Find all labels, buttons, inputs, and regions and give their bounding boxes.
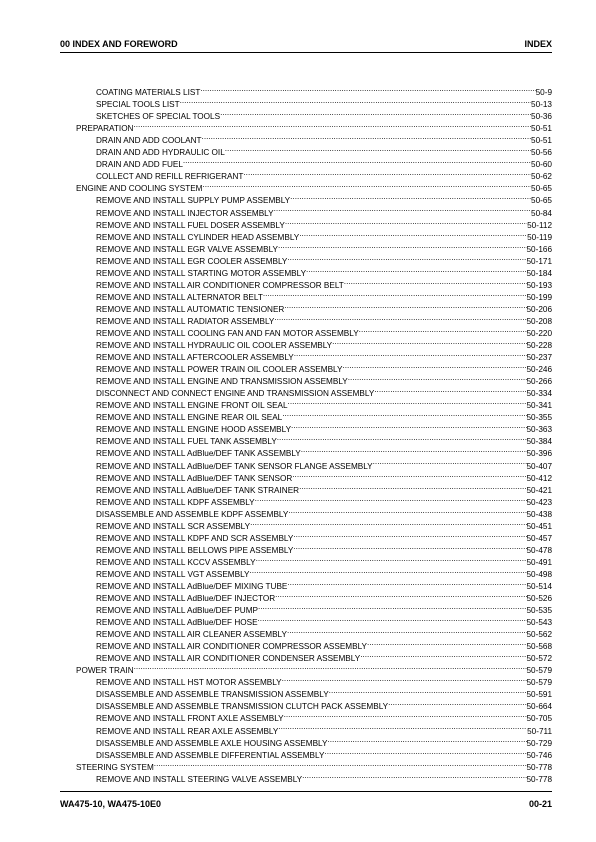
toc-entry-page: 50-457 [527,533,553,541]
toc-entry-page: 50-396 [527,448,553,456]
toc-entry-page: 50-60 [531,159,552,167]
toc-entry-title: DRAIN AND ADD FUEL [96,160,183,168]
toc-entry-page: 50-9 [536,87,552,95]
toc-entry-page: 50-778 [527,774,553,782]
toc-entry-page: 50-237 [527,352,553,360]
dot-leader [263,288,527,300]
dot-leader [288,396,527,408]
dot-leader [282,673,527,685]
toc-entry-title: REMOVE AND INSTALL AdBlue/DEF TANK SENSOR [96,473,293,481]
toc-entry[interactable] [76,336,552,348]
toc-entry[interactable] [76,625,552,637]
toc-entry-title: REMOVE AND INSTALL AIR CONDITIONER CONDENSER ASSEMBLY [96,654,361,662]
toc-entry-title: REMOVE AND INSTALL AUTOMATIC TENSIONER [96,304,285,312]
dot-leader [202,179,531,191]
toc-entry-title: REMOVE AND INSTALL SUPPLY PUMP ASSEMBLY [96,196,291,204]
toc-entry[interactable] [76,505,552,517]
toc-entry[interactable] [76,601,552,613]
toc-entry-title: REMOVE AND INSTALL AFTERCOOLER ASSEMBLY [96,353,294,361]
dot-leader [250,517,526,529]
dot-leader [277,432,527,444]
toc-entry-page: 50-451 [527,521,553,529]
toc-entry-page: 50-119 [527,232,552,240]
toc-entry-page: 50-423 [527,497,553,505]
dot-leader [278,721,527,733]
toc-entry-page: 50-711 [527,726,552,734]
toc-entry-page: 50-228 [527,340,553,348]
toc-entry-page: 50-384 [527,436,553,444]
toc-entry[interactable] [76,697,552,709]
dot-leader [256,553,527,565]
dot-leader [220,107,531,119]
toc-entry-title: PREPARATION [76,124,134,132]
toc-entry[interactable] [76,83,552,95]
toc-entry[interactable] [76,469,552,481]
toc-entry-title: COLLECT AND REFILL REFRIGERANT [96,172,244,180]
toc-entry-title: DISASSEMBLE AND ASSEMBLE TRANSMISSION ASSEMBLY [96,690,329,698]
toc-entry[interactable] [76,372,552,384]
dot-leader [292,469,526,481]
toc-entry-title: SPECIAL TOOLS LIST [96,100,180,108]
toc-entry-page: 50-193 [527,280,553,288]
toc-entry[interactable] [76,770,552,782]
toc-entry[interactable] [76,734,552,746]
toc-entry-page: 50-341 [527,400,553,408]
dot-leader [329,685,527,697]
toc-entry-title: ENGINE AND COOLING SYSTEM [76,184,203,192]
toc-entry[interactable] [76,685,552,697]
toc-entry-page: 50-199 [527,292,553,300]
toc-entry[interactable] [76,288,552,300]
toc-entry-title: REMOVE AND INSTALL KDPF ASSEMBLY [96,497,255,505]
toc-entry-title: COATING MATERIALS LIST [96,88,201,96]
toc-entry[interactable] [76,420,552,432]
toc-entry[interactable] [76,216,552,228]
dot-leader [287,252,526,264]
toc-entry-title: REMOVE AND INSTALL ENGINE HOOD ASSEMBLY [96,425,292,433]
toc-entry[interactable] [76,252,552,264]
toc-entry-title: DISASSEMBLE AND ASSEMBLE TRANSMISSION CLUTCH PACK ASSEMBLY [96,702,389,710]
toc-entry-title: REMOVE AND INSTALL BELLOWS PIPE ASSEMBLY [96,545,294,553]
toc-entry-title: REMOVE AND INSTALL ENGINE FRONT OIL SEAL [96,401,288,409]
toc-entry-title: REMOVE AND INSTALL HYDRAULIC OIL COOLER ASSEMBLY [96,341,333,349]
dot-leader [133,119,531,131]
toc-entry-page: 50-65 [531,183,552,191]
toc-entry-title: DRAIN AND ADD COOLANT [96,136,202,144]
dot-leader [360,649,526,661]
dot-leader [306,264,526,276]
dot-leader [255,493,527,505]
toc-entry[interactable] [76,481,552,493]
toc-entry-title: REMOVE AND INSTALL VGT ASSEMBLY [96,569,250,577]
dot-leader [373,456,527,468]
toc-entry-title: REMOVE AND INSTALL AIR CLEANER ASSEMBLY [96,630,287,638]
toc-entry-page: 50-36 [531,111,552,119]
toc-entry-page: 50-407 [527,461,553,469]
toc-entry-title: REMOVE AND INSTALL AIR CONDITIONER COMPRESSOR ASSEMBLY [96,642,367,650]
toc-entry-title: REMOVE AND INSTALL ENGINE REAR OIL SEAL [96,413,283,421]
toc-entry-title: REMOVE AND INSTALL AdBlue/DEF INJECTOR [96,594,276,602]
toc-entry-page: 50-705 [527,713,553,721]
footer-page-number: 00-21 [528,799,552,809]
dot-leader [200,83,535,95]
toc-entry-title: DRAIN AND ADD HYDRAULIC OIL [96,148,225,156]
dot-leader [299,481,526,493]
toc-entry[interactable] [76,300,552,312]
toc-entry[interactable] [76,746,552,758]
toc-entry[interactable] [76,637,552,649]
toc-entry-title: REMOVE AND INSTALL KCCV ASSEMBLY [96,557,256,565]
toc-entry-title: SKETCHES OF SPECIAL TOOLS [96,112,221,120]
dot-leader [293,541,526,553]
dot-leader [180,95,531,107]
toc-entry-page: 50-579 [527,665,553,673]
table-of-contents [76,83,552,782]
toc-entry[interactable] [76,613,552,625]
toc-entry-title: REMOVE AND INSTALL AdBlue/DEF PUMP [96,606,258,614]
toc-entry-title: REMOVE AND INSTALL FRONT AXLE ASSEMBLY [96,714,284,722]
toc-entry-page: 50-220 [527,328,553,336]
toc-entry-page: 50-568 [527,641,553,649]
toc-entry[interactable] [76,107,552,119]
toc-entry-title: REMOVE AND INSTALL KDPF AND SCR ASSEMBLY [96,533,294,541]
toc-entry[interactable] [76,360,552,372]
toc-entry-title: REMOVE AND INSTALL RADIATOR ASSEMBLY [96,316,275,324]
toc-entry[interactable] [76,577,552,589]
toc-entry[interactable] [76,456,552,468]
dot-leader [202,131,532,143]
toc-entry[interactable] [76,228,552,240]
toc-entry-title: REMOVE AND INSTALL AIR CONDITIONER COMPRESSOR BELT [96,280,344,288]
toc-entry[interactable] [76,191,552,203]
toc-entry-page: 50-535 [527,605,553,613]
toc-entry-title: REMOVE AND INSTALL AdBlue/DEF HOSE [96,618,258,626]
dot-leader [284,709,527,721]
toc-entry-title: DISCONNECT AND CONNECT ENGINE AND TRANSMISSION ASSEMBLY [96,389,375,397]
toc-entry[interactable] [76,240,552,252]
toc-entry-page: 50-266 [527,376,553,384]
dot-leader [282,408,526,420]
toc-entry-title: REMOVE AND INSTALL SCR ASSEMBLY [96,521,251,529]
toc-entry-page: 50-778 [527,762,553,770]
dot-leader [290,191,531,203]
toc-entry-title: STEERING SYSTEM [76,762,154,770]
toc-entry[interactable] [76,444,552,456]
toc-entry[interactable] [76,529,552,541]
toc-entry-title: REMOVE AND INSTALL AdBlue/DEF MIXING TUBE [96,581,288,589]
toc-entry-page: 50-412 [527,473,553,481]
toc-entry-title: REMOVE AND INSTALL STARTING MOTOR ASSEMBLY [96,268,307,276]
toc-entry[interactable] [76,493,552,505]
page-footer [60,796,552,812]
toc-entry-title: DISASSEMBLE AND ASSEMBLE DIFFERENTIAL ASSEMBLY [96,750,325,758]
toc-entry[interactable] [76,396,552,408]
toc-entry[interactable] [76,131,552,143]
toc-entry-title: REMOVE AND INSTALL AdBlue/DEF TANK STRAINER [96,485,300,493]
toc-entry-title: REMOVE AND INSTALL EGR COOLER ASSEMBLY [96,256,288,264]
toc-entry[interactable] [76,264,552,276]
dot-leader [183,155,531,167]
header-section-title: 00 INDEX AND FOREWORD [60,39,178,49]
toc-entry[interactable] [76,565,552,577]
toc-entry[interactable] [76,312,552,324]
dot-leader [278,240,527,252]
dot-leader [154,758,527,770]
toc-entry[interactable] [76,541,552,553]
dot-leader [359,324,527,336]
toc-entry-page: 50-579 [527,677,553,685]
dot-leader [332,336,526,348]
dot-leader [301,444,527,456]
toc-entry-title: REMOVE AND INSTALL AdBlue/DEF TANK ASSEMBLY [96,449,301,457]
toc-entry-title: REMOVE AND INSTALL POWER TRAIN OIL COOLER ASSEMBLY [96,365,343,373]
dot-leader [284,300,526,312]
toc-entry-title: REMOVE AND INSTALL ENGINE AND TRANSMISSION ASSEMBLY [96,377,348,385]
toc-entry-page: 50-729 [527,738,553,746]
toc-entry-title: REMOVE AND INSTALL INJECTOR ASSEMBLY [96,208,274,216]
dot-leader [287,577,526,589]
page-header [60,36,552,52]
dot-leader [388,697,526,709]
toc-entry-title: POWER TRAIN [76,666,134,674]
toc-entry-page: 50-62 [531,171,552,179]
toc-entry-page: 50-51 [531,135,552,143]
footer-rule [60,791,552,792]
toc-entry-title: REMOVE AND INSTALL AdBlue/DEF TANK SENSOR FLANGE ASSEMBLY [96,461,373,469]
dot-leader [274,312,526,324]
toc-entry-page: 50-664 [527,701,553,709]
toc-section-entry[interactable] [76,119,552,131]
toc-entry-page: 50-438 [527,509,553,517]
toc-entry-page: 50-514 [527,581,553,589]
toc-entry-title: DISASSEMBLE AND ASSEMBLE AXLE HOUSING ASSEMBLY [96,738,328,746]
dot-leader [294,348,527,360]
toc-section-entry[interactable] [76,758,552,770]
toc-entry-title: REMOVE AND INSTALL EGR VALVE ASSEMBLY [96,244,278,252]
dot-leader [348,372,527,384]
toc-entry-page: 50-208 [527,316,553,324]
toc-entry-page: 50-334 [527,388,553,396]
dot-leader [225,143,531,155]
toc-entry[interactable] [76,517,552,529]
toc-section-entry[interactable] [76,179,552,191]
toc-section-entry[interactable] [76,661,552,673]
toc-entry-title: REMOVE AND INSTALL STEERING VALVE ASSEMBLY [96,774,303,782]
toc-entry-title: REMOVE AND INSTALL CYLINDER HEAD ASSEMBLY [96,232,300,240]
toc-entry-page: 50-246 [527,364,553,372]
toc-entry-page: 50-498 [527,569,553,577]
toc-entry[interactable] [76,408,552,420]
dot-leader [374,384,526,396]
toc-entry[interactable] [76,589,552,601]
toc-entry[interactable] [76,155,552,167]
toc-entry-title: REMOVE AND INSTALL FUEL DOSER ASSEMBLY [96,220,285,228]
dot-leader [327,734,526,746]
dot-leader [299,228,527,240]
toc-entry-page: 50-184 [527,268,553,276]
header-index-label: INDEX [524,39,552,49]
toc-entry-page: 50-478 [527,545,553,553]
dot-leader [243,167,531,179]
toc-entry-page: 50-166 [527,244,553,252]
dot-leader [324,746,526,758]
toc-entry-page: 50-572 [527,653,553,661]
toc-entry-title: REMOVE AND INSTALL REAR AXLE ASSEMBLY [96,726,279,734]
dot-leader [288,505,526,517]
dot-leader [249,565,526,577]
toc-entry[interactable] [76,143,552,155]
toc-entry[interactable] [76,167,552,179]
toc-entry[interactable] [76,203,552,215]
dot-leader [285,216,527,228]
header-rule [60,52,552,53]
toc-entry-page: 50-65 [531,195,552,203]
toc-entry-page: 50-13 [531,99,552,107]
toc-entry-page: 50-491 [527,557,553,565]
toc-entry-page: 50-56 [531,147,552,155]
dot-leader [291,420,526,432]
toc-entry[interactable] [76,432,552,444]
dot-leader [367,637,527,649]
toc-entry[interactable] [76,384,552,396]
dot-leader [134,661,527,673]
toc-entry-page: 50-171 [527,256,553,264]
dot-leader [293,529,526,541]
toc-entry-page: 50-526 [527,593,553,601]
toc-entry-page: 50-51 [531,123,552,131]
toc-entry[interactable] [76,721,552,733]
toc-entry-page: 50-543 [527,617,553,625]
dot-leader [258,613,527,625]
toc-entry-page: 50-562 [527,629,553,637]
toc-entry[interactable] [76,348,552,360]
dot-leader [275,589,526,601]
toc-entry-page: 50-591 [527,689,553,697]
toc-entry-page: 50-746 [527,750,553,758]
toc-entry[interactable] [76,709,552,721]
toc-entry-page: 50-84 [531,208,552,216]
toc-entry-title: REMOVE AND INSTALL HST MOTOR ASSEMBLY [96,678,282,686]
dot-leader [342,360,526,372]
toc-entry-page: 50-206 [527,304,553,312]
toc-entry[interactable] [76,553,552,565]
dot-leader [302,770,526,782]
footer-model-number: WA475-10, WA475-10E0 [60,799,162,809]
toc-entry-title: REMOVE AND INSTALL ALTERNATOR BELT [96,292,263,300]
toc-entry[interactable] [76,95,552,107]
toc-entry-title: REMOVE AND INSTALL COOLING FAN AND FAN MOTOR ASSEMBLY [96,328,359,336]
toc-entry-title: DISASSEMBLE AND ASSEMBLE KDPF ASSEMBLY [96,509,289,517]
toc-entry[interactable] [76,673,552,685]
dot-leader [344,276,527,288]
toc-entry[interactable] [76,276,552,288]
toc-entry-page: 50-112 [527,220,552,228]
toc-entry-page: 50-363 [527,424,553,432]
toc-entry-title: REMOVE AND INSTALL FUEL TANK ASSEMBLY [96,437,277,445]
toc-entry-page: 50-355 [527,412,553,420]
dot-leader [287,625,527,637]
toc-entry[interactable] [76,324,552,336]
toc-entry-page: 50-421 [527,485,553,493]
dot-leader [274,203,531,215]
dot-leader [258,601,527,613]
toc-entry[interactable] [76,649,552,661]
